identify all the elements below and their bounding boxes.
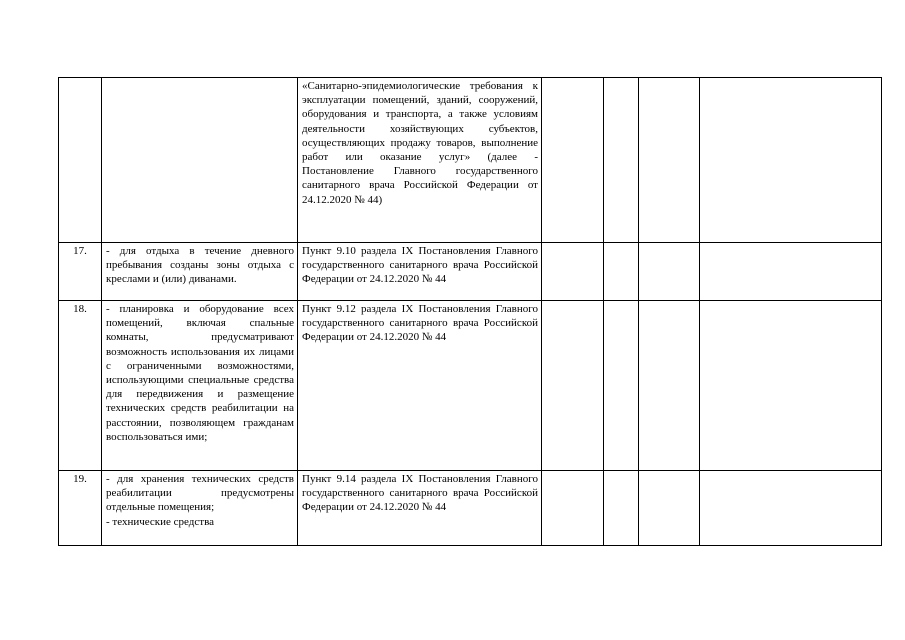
requirement-cell: Пункт 9.10 раздела IX Постановления Главного государственного санитарного врача Российской Федерации от 24.12.2020 № 44 <box>298 243 542 301</box>
row-number-cell: 18. <box>59 301 102 471</box>
requirement-cell: Пункт 9.12 раздела IX Постановления Главного государственного санитарного врача Российской Федерации от 24.12.2020 № 44 <box>298 301 542 471</box>
requirement-cell: «Санитарно-эпидемиологические требования к эксплуатации помещений, зданий, сооружений, оборудования и транспорта, а также условиям деятельности хозяйствующих субъектов, осуществляющих продажу товаров, выполнение работ или оказание услуг» (далее - Постановление Главного государственного санитарного врача Российской Федерации от 24.12.2020 № 44) <box>298 78 542 243</box>
answer-na-cell <box>639 471 700 546</box>
question-text: - для хранения технических средств реабилитации предусмотрены отдельные помещения; <box>106 473 294 514</box>
question-cell <box>102 78 298 243</box>
note-cell <box>700 78 882 243</box>
checklist-table <box>58 77 882 546</box>
question-cell: - планировка и оборудование всех помещений, включая спальные комнаты, предусматривают возможность использования их лицами с ограниченными возможностями, использующими специальные средства для передвижения и размещение технических средств реабилитации на расстоянии, позволяющем гражданам воспользоваться ими; <box>102 301 298 471</box>
answer-yes-cell <box>542 471 604 546</box>
answer-yes-cell <box>542 78 604 243</box>
answer-na-cell <box>639 78 700 243</box>
answer-yes-cell <box>542 301 604 471</box>
answer-na-cell <box>639 243 700 301</box>
question-continuation-text: - технические средства <box>106 515 215 528</box>
table-row <box>59 243 882 301</box>
question-cell: - для отдыха в течение дневного пребывания созданы зоны отдыха с креслами и (или) диванами. <box>102 243 298 301</box>
answer-yes-cell <box>542 243 604 301</box>
row-number-cell: 17. <box>59 243 102 301</box>
table-row <box>59 471 882 546</box>
answer-no-cell <box>604 301 639 471</box>
table-row <box>59 78 882 243</box>
answer-na-cell <box>639 301 700 471</box>
note-cell <box>700 301 882 471</box>
row-number-cell <box>59 78 102 243</box>
question-cell <box>102 471 298 546</box>
table-row <box>59 301 882 471</box>
answer-no-cell <box>604 243 639 301</box>
row-number-cell: 19. <box>59 471 102 546</box>
requirement-cell: Пункт 9.14 раздела IX Постановления Главного государственного санитарного врача Российской Федерации от 24.12.2020 № 44 <box>298 471 542 546</box>
note-cell <box>700 471 882 546</box>
answer-no-cell <box>604 471 639 546</box>
answer-no-cell <box>604 78 639 243</box>
note-cell <box>700 243 882 301</box>
